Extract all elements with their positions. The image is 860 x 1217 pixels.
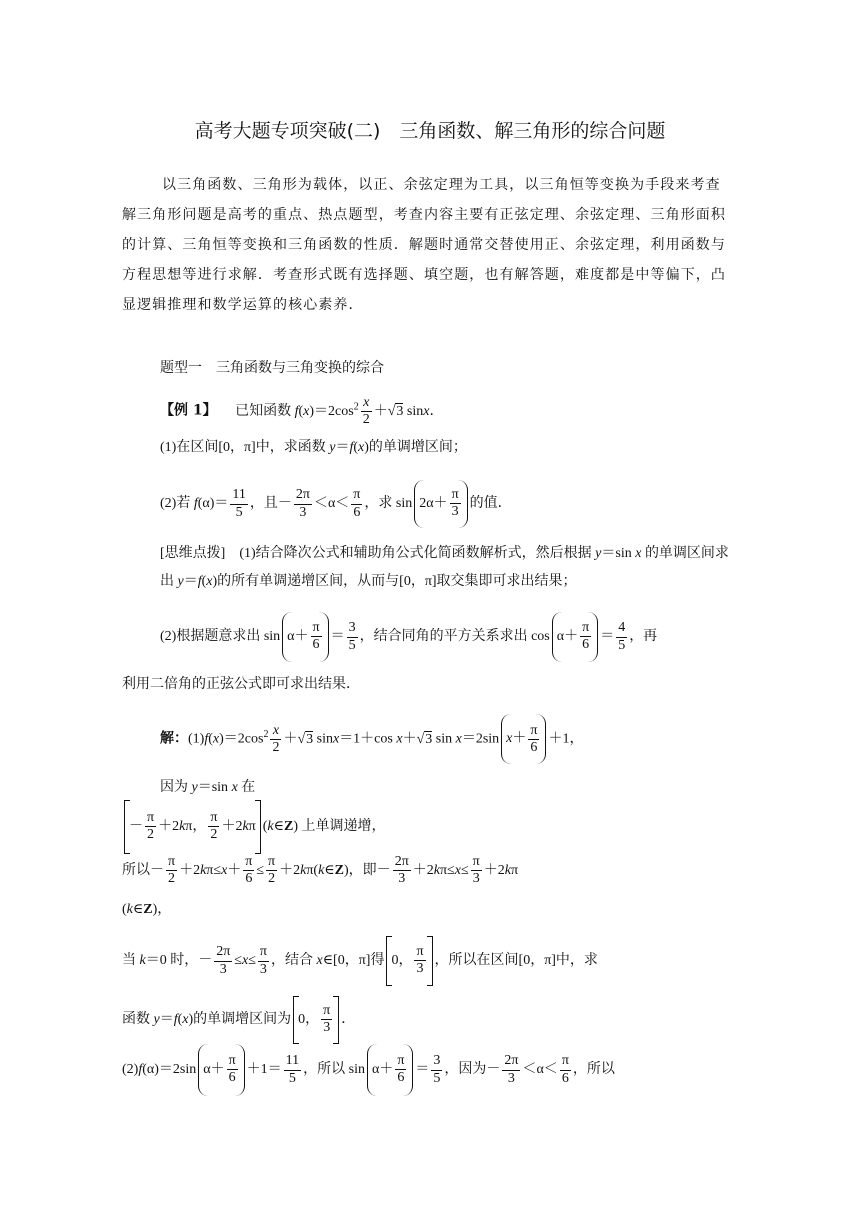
example-1 bbox=[160, 390, 780, 427]
section-heading: 题型一 三角函数与三角变换的综合 bbox=[160, 360, 384, 376]
solution-4-cont: (k∈Z)， bbox=[122, 902, 172, 917]
solution-5: 当 k＝0 时，－ $\frac{2\pi}{3}$ ≤x≤ $\frac{\pi}{3}$ ，结合 x∈[0，π]得 0， $\frac{\pi}{3}$ ，所以在区间[0，π]中，求 bbox=[122, 936, 742, 982]
solution-2: 因为 y＝sin x 在 bbox=[160, 780, 256, 795]
solution-5-cont: 函数 y＝f(x)的单调增区间为 0， $\frac{\pi}{3}$ ． bbox=[122, 996, 742, 1040]
hint-2: (2)根据题意求出 sin α＋ $\frac{\pi}{6}$ ＝ $\frac{3}{5}$ ，结合同角的平方关系求出 cos α＋ $\frac{\pi}{6}$ ＝ $\frac{4}{5}$ ，再 bbox=[160, 612, 780, 658]
solution-4: 所以－ $\frac{\pi}{2}$ ＋2kπ≤x＋ $\frac{\pi}{6}$ ≤ $\frac{\pi}{2}$ ＋2kπ(k∈Z)，即－ $\frac{2\pi}{3}$ ＋2kπ≤x≤ $\frac{\pi}{3}$ ＋2kπ bbox=[122, 854, 519, 887]
solution-3: － $\frac{\pi}{2}$ ＋2kπ， $\frac{\pi}{2}$ ＋2kπ (k∈Z) 上单调递增， bbox=[122, 800, 742, 850]
hint-1: [思维点拨] (1)结合降次公式和辅助角公式化简函数解析式，然后根据 y＝sin x 的单调区间求出 y＝f(x)的所有单调递增区间，从而与[0，π]取交集即可求出结果； bbox=[160, 546, 729, 589]
example-statement: 已知函数 $f(x)=2\cos^2$ $\frac{x}{2}$ ＋√3 sinx． bbox=[221, 394, 444, 427]
question-2: (2)若 f(α)＝ $\frac{11}{5}$ ，且－ $\frac{2\pi}{3}$ ＜α＜ $\frac{\pi}{6}$ ，求 sin 2α＋ $\frac{\pi}{3}$ 的值． bbox=[160, 480, 780, 524]
solution-1: 解：$(1)f(x)=2\cos^2$ $\frac{x}{2}$ ＋√3 sinx＝1＋cos x＋√3 sin x＝2sin x＋ $\frac{\pi}{6}$ ＋1， bbox=[160, 712, 780, 758]
question-1: (1)在区间[0，π]中，求函数 y＝f(x)的单调增区间； bbox=[160, 440, 467, 455]
hint-2-cont: 利用二倍角的正弦公式即可求出结果． bbox=[122, 677, 360, 692]
intro-paragraph: 以三角函数、三角形为载体，以正、余弦定理为工具，以三角恒等变换为手段来考查解三角形问题是高考的重点、热点题型，考查内容主要有正弦定理、余弦定理、三角形面积的计算、三角恒等变换和三角函数的性质．解题时通常交替使用正、余弦定理，利用函数与方程思想等进行求解．考查形式既有选择题、填空题，也有解答题，难度都是中等偏下，凸显逻辑推理和数学运算的核心素养． bbox=[122, 177, 726, 313]
hint-label: [思维点拨] bbox=[160, 546, 226, 561]
example-label: 【例 1】 bbox=[160, 402, 217, 419]
page-title: 高考大题专项突破(二) 三角函数、解三角形的综合问题 bbox=[194, 120, 666, 142]
solution-6: (2)f(α)＝2sin α＋ $\frac{\pi}{6}$ ＋1＝ $\frac{11}{5}$ ，所以 sin α＋ $\frac{\pi}{6}$ ＝ $\frac{3}{5}$ ，因为－ $\frac{2\pi}{3}$ ＜α＜ $\frac{\pi}{6}$ ，所以 bbox=[122, 1044, 742, 1092]
